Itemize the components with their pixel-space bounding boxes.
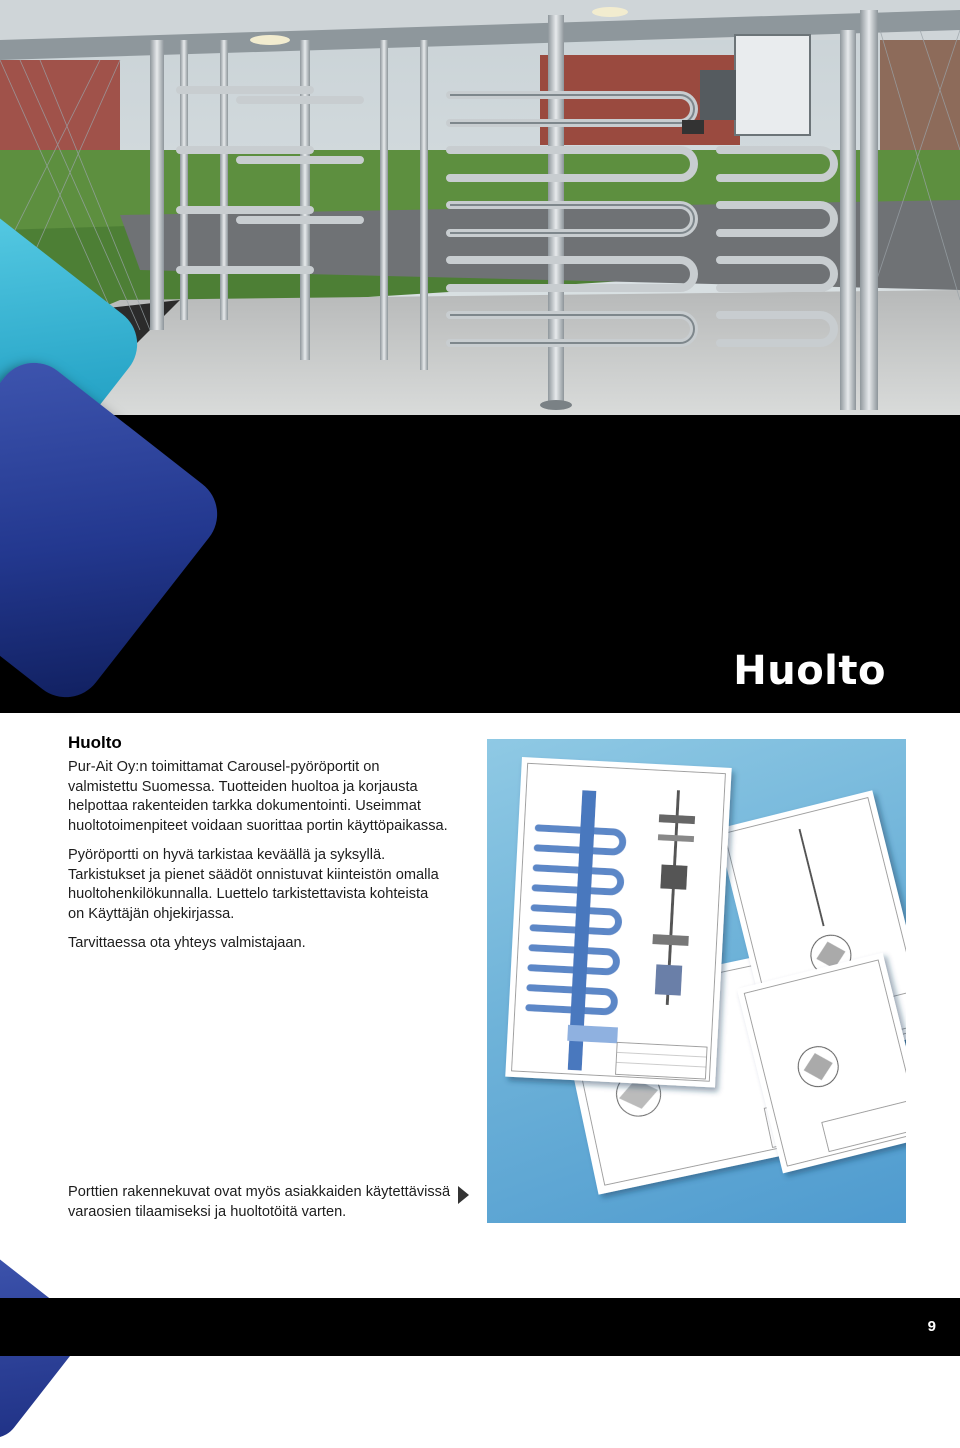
footer-bar <box>0 1298 960 1356</box>
technical-drawings-image <box>487 739 906 1223</box>
turnstile-photo <box>0 0 960 415</box>
body-text <box>68 732 448 964</box>
paragraph-2: Pyöröportti on hyvä tarkistaa keväällä ja syksyllä. Tarkistukset ja pienet säädöt onnistuvat kiinteistön omalla huoltohenkilökunnalla. Luettelo tarkistettavista kohteista on Käyttäjän ohjekirjassa. <box>68 847 439 922</box>
section-heading: Huolto <box>68 733 122 752</box>
drawings-caption: Porttien rakennekuvat ovat myös asiakkaiden käytettävissä varaosien tilaamiseksi ja huoltotöitä varten. <box>68 1184 451 1220</box>
paragraph-1: Pur-Ait Oy:n toimittamat Carousel-pyöröportit on valmistettu Suomessa. Tuotteiden huoltoa ja korjausta helpottaa rakenteiden tarkka dokumentointi. Useimmat huoltotoimenpiteet voidaan suorittaa portin käyttöpaikassa. <box>68 759 448 834</box>
caption-arrow-icon <box>458 1186 469 1204</box>
paragraph-3: Tarvittaessa ota yhteys valmistajaan. <box>68 935 306 951</box>
banner-title: Huolto <box>733 648 886 694</box>
page-number: 9 <box>927 1318 936 1335</box>
